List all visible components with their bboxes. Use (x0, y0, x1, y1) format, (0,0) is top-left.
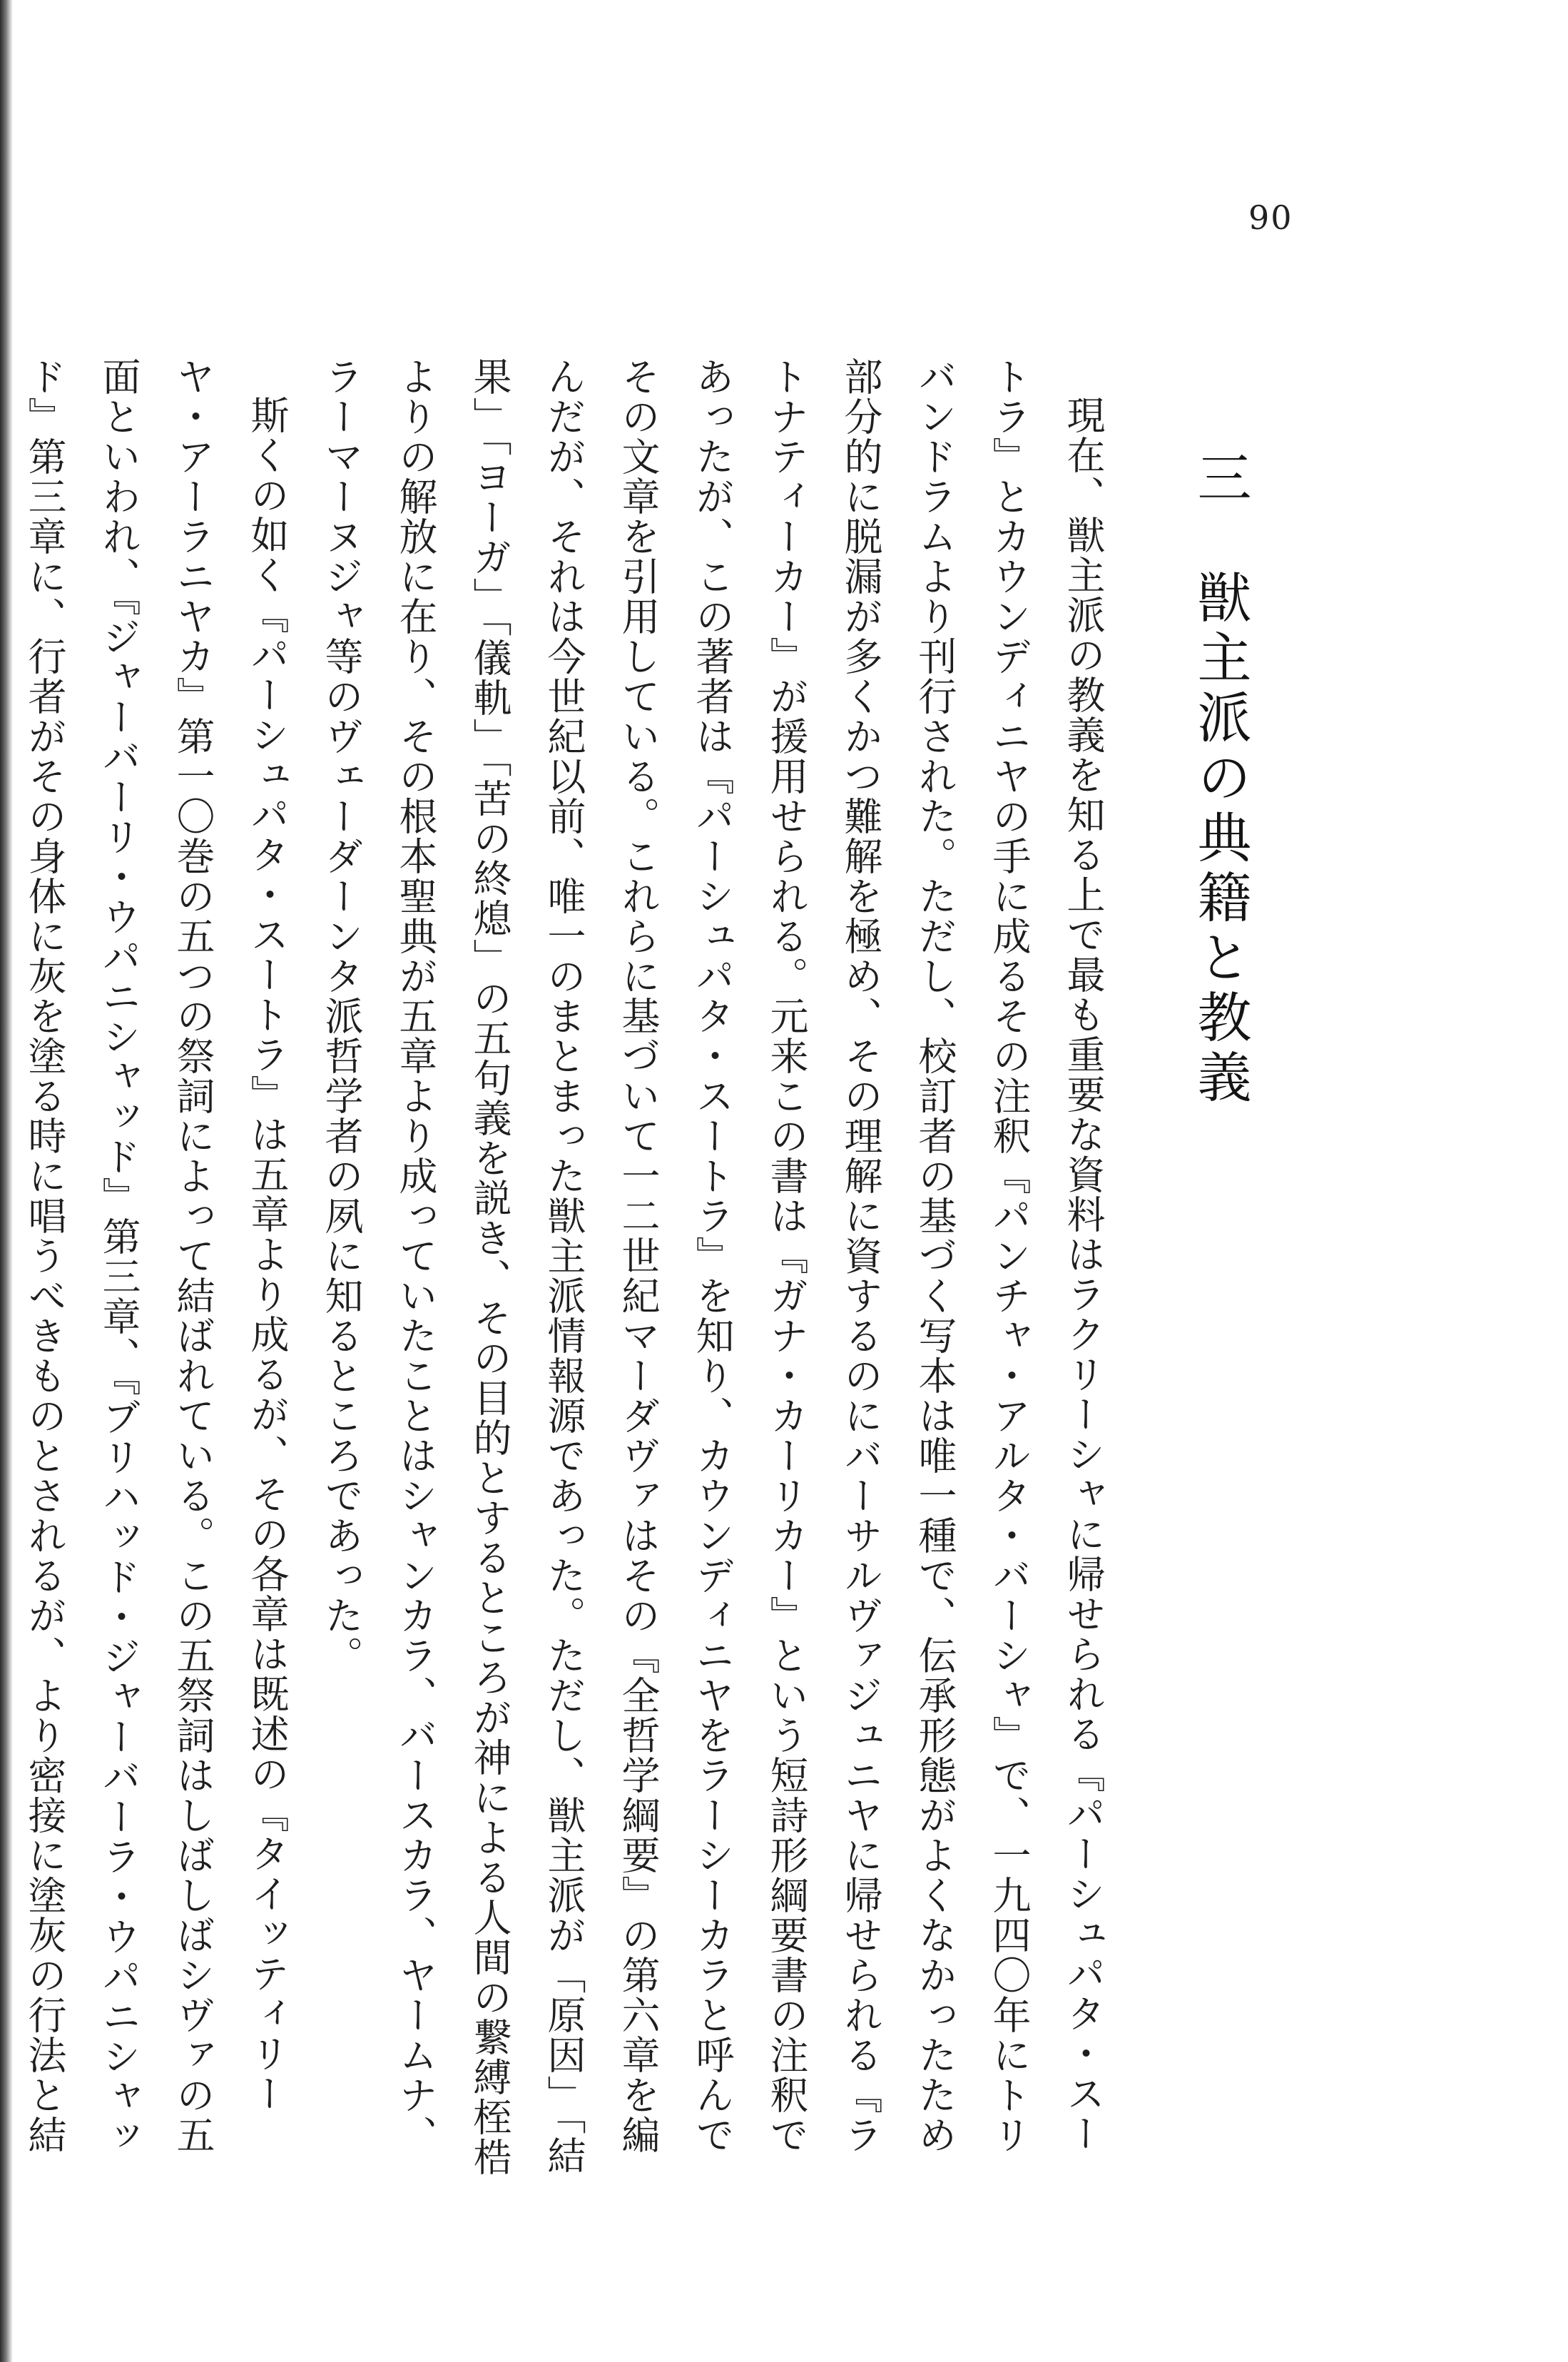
paragraph: 斯くの如く『パーシュパタ・スートラ』は五章より成るが、その各章は既述の『タイッティリーヤ・アーラニヤカ』第一〇巻の五つの祭詞によって結ばれている。この五祭詞はしばしばシヴァの五面といわれ、『ジャーバーリ・ウパニシャッド』第三章、『ブリハッド・ジャーバーラ・ウパニシャッド』第三章に、行者がその身体に灰を塗る時に唱うべきものとされるが、より密接に塗灰の行法と結 (22, 357, 290, 2156)
section-title: 三 獣主派の典籍と教義 (1188, 450, 1252, 1109)
paragraph: 現在、獣主派の教義を知る上で最も重要な資料はラクリーシャに帰せられる『パーシュパタ・スートラ』とカウンディニヤの手に成るその注釈『パンチャ・アルタ・バーシャ』で、一九四〇年にトリバンドラムより刊行された。ただし、校訂者の基づく写本は唯一種で、伝承形態がよくなかったため部分的に脱漏が多くかつ難解を極め、その理解に資するのにバーサルヴァジュニヤに帰せられる『ラトナティーカー』が援用せられる。元来この書は『ガナ・カーリカー』という短詩形綱要書の注釈であったが、この著者は『パーシュパタ・スートラ』を知り、カウンディニヤをラーシーカラと呼んでその文章を引用している。これらに基づいて一二世紀マーダヴァはその『全哲学綱要』の第六章を編んだが、それは今世紀以前、唯一のまとまった獣主派情報源であった。ただし、獣主派が「原因」「結果」「ヨーガ」「儀軌」「苦の終熄」の五句義を説き、その目的とするところが神による人間の繋縛桎梏よりの解放に在り、その根本聖典が五章より成っていたことはシャンカラ、バースカラ、ヤームナ、ラーマーヌジャ等のヴェーダーンタ派哲学者の夙に知るところであった。 (319, 357, 1106, 2177)
vertical-text-body (22, 357, 1320, 2184)
page-number: 90 (1248, 198, 1293, 237)
